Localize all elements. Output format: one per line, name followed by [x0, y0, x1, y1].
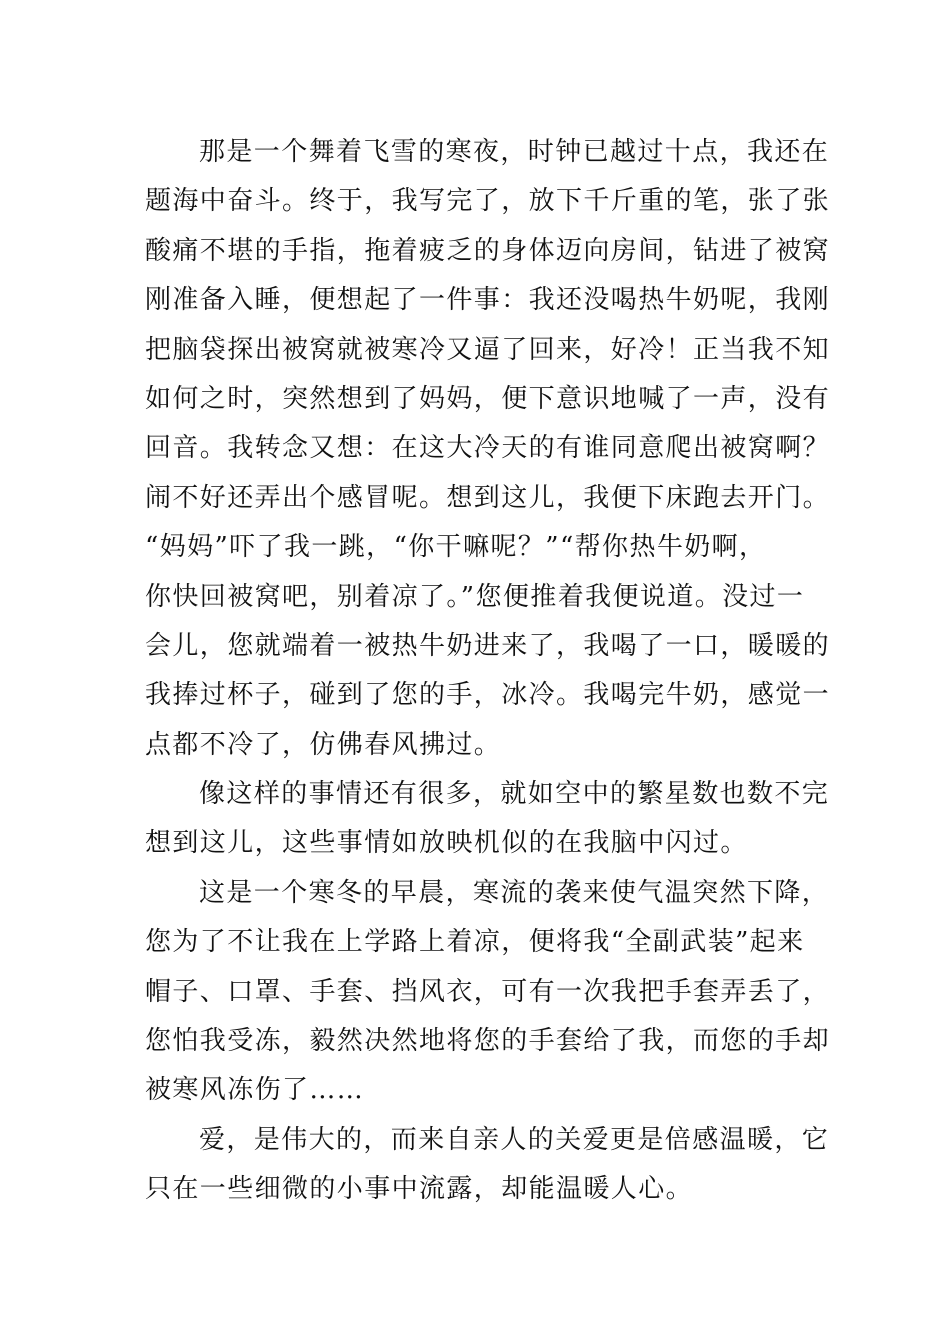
- paragraph-line: 爱，是伟大的，而来自亲人的关爱更是倍感温暖，它: [199, 1124, 830, 1155]
- paragraph-line: 题海中奋斗。终于，我写完了，放下千斤重的笔，张了张: [145, 186, 831, 217]
- paragraph-line: 回音。我转念又想：在这大冷天的有谁同意爬出被窝啊？: [145, 433, 831, 464]
- paragraph-line: 点都不冷了，仿佛春风拂过。: [145, 729, 502, 760]
- paragraph-line: 只在一些细微的小事中流露，却能温暖人心。: [145, 1174, 694, 1205]
- paragraph-line: 像这样的事情还有很多，就如空中的繁星数也数不完: [199, 779, 830, 810]
- paragraph-line: 闹不好还弄出个感冒呢。想到这儿，我便下床跑去开门。: [145, 482, 831, 513]
- paragraph-line: 刚准备入睡，便想起了一件事：我还没喝热牛奶呢，我刚: [145, 285, 831, 316]
- paragraph-line: 您怕我受冻，毅然决然地将您的手套给了我，而您的手却: [145, 1026, 831, 1057]
- essay-body: [145, 128, 831, 1215]
- paragraph-line: 我捧过杯子，碰到了您的手，冰冷。我喝完牛奶，感觉一: [145, 680, 831, 711]
- paragraph-line: 如何之时，突然想到了妈妈，便下意识地喊了一声，没有: [145, 383, 831, 414]
- paragraph-line: “妈妈”吓了我一跳，“你干嘛呢？”“帮你热牛奶啊，: [145, 532, 767, 563]
- paragraph-line: 想到这儿，这些事情如放映机似的在我脑中闪过。: [145, 828, 748, 859]
- paragraph-1: [145, 128, 831, 770]
- paragraph-line: 会儿，您就端着一被热牛奶进来了，我喝了一口，暖暖的: [145, 630, 831, 661]
- paragraph-line: 您为了不让我在上学路上着凉，便将我“全副武装”起来: [145, 927, 805, 958]
- paragraph-line: 帽子、口罩、手套、挡风衣，可有一次我把手套弄丢了，: [145, 976, 831, 1007]
- paragraph-line: 这是一个寒冬的早晨，寒流的袭来使气温突然下降，: [199, 877, 830, 908]
- paragraph-line: 把脑袋探出被窝就被寒冷又逼了回来，好冷！正当我不知: [145, 334, 831, 365]
- paragraph-3: [145, 869, 831, 1116]
- paragraph-4: [145, 1116, 830, 1215]
- paragraph-2: [145, 770, 830, 869]
- paragraph-line: 你快回被窝吧，别着凉了。”您便推着我便说道。没过一: [145, 581, 805, 612]
- paragraph-line: 那是一个舞着飞雪的寒夜，时钟已越过十点，我还在: [199, 137, 830, 167]
- paragraph-line: 被寒风冻伤了……: [145, 1075, 365, 1106]
- paragraph-line: 酸痛不堪的手指，拖着疲乏的身体迈向房间，钻进了被窝: [145, 235, 831, 266]
